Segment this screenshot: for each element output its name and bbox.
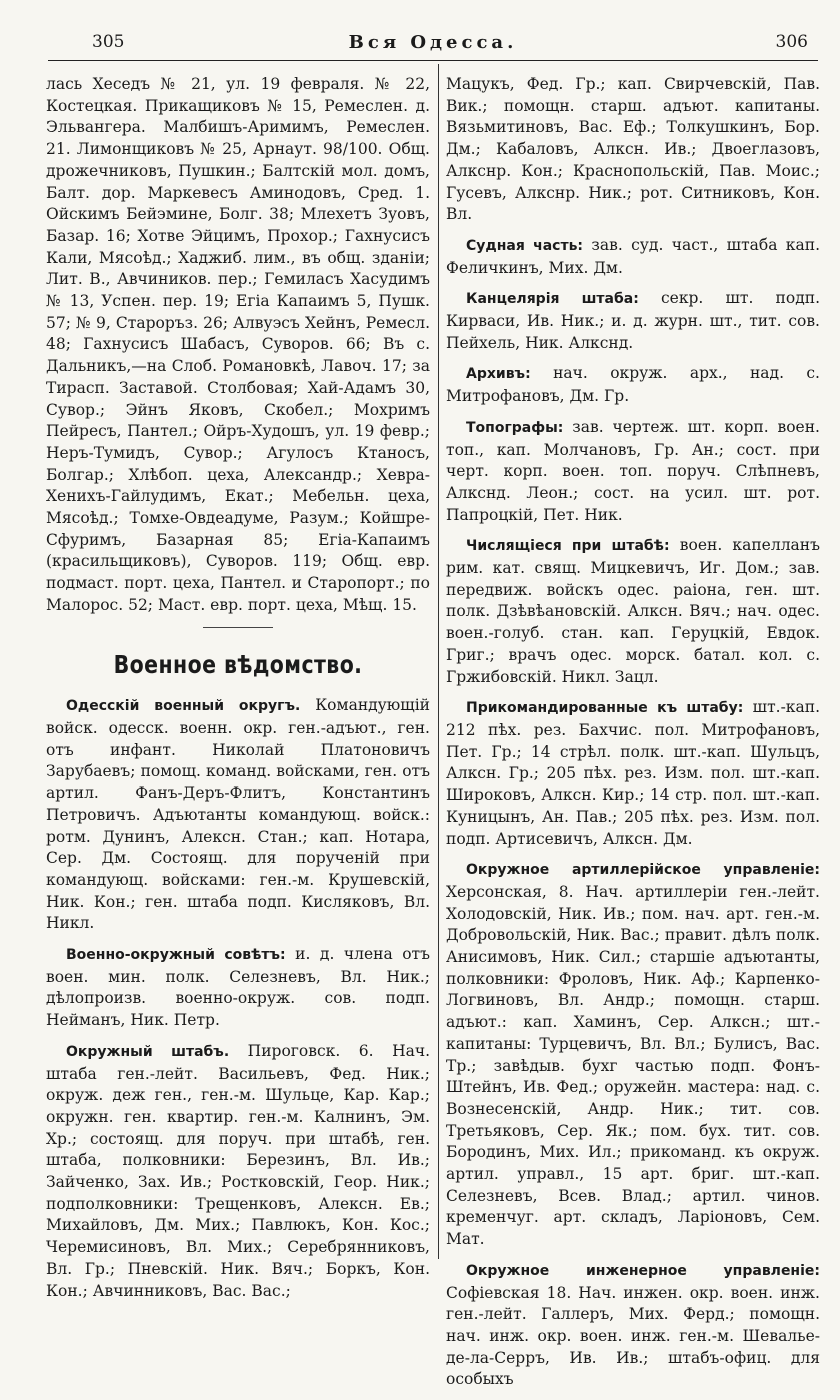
heading-topo: Топографы: <box>466 419 564 436</box>
right-column <box>446 74 820 1400</box>
heading-shtab: Окружный штабъ. <box>66 1043 230 1060</box>
text-inzh: Софіевская 18. Нач. инжен. окр. воен. инж. ген.-лейт. Галлеръ, Мих. Ферд.; помощн. нач. инж. окр. воен. инж. ген.-м. Шевалье-де-ла-Серръ, Ив. Ив.; штабъ-офиц. для особыхъ <box>446 1283 820 1389</box>
text-artil: Херсонская, 8. Нач. артиллеріи ген.-лейт. Холодовскій, Ник. Ив.; пом. нач. арт. ген.-м. Добровольскій, Ник. Вас.; правит. дѣлъ полк. Анисимовъ, Ник. Сил.; старшіе адъютанты, полковники: Фроловъ, Ник. Аф.; Карпенко-Логвиновъ, Вл. Андр.; помощн. старш. адъют.: кап. Хаминъ, Сер. Алксн.; шт.-капитаны: Турцевичъ, Вл. Вл.; Булисъ, Вас. Тр.; завѣдыв. бухг частью подп. Фонъ-Штейнъ, Ив. Фед.; оружейн. мастера: над. с. Вознесенскій, Андр. Ник.; тит. сов. Третьяковъ, Сер. Як.; пом. бух. тит. сов. Бородинъ, Мих. Ил.; прикоманд. къ окруж. артил. управл., 15 арт. бриг. шт.-кап. Селезневъ, Всев. Влад.; артил. чинов. кременчуг. арт. складъ, Ларіоновъ, Сем. Мат. <box>446 882 820 1249</box>
text-arhiv: нач. окруж. арх., над. с. Митрофановъ, Дм. Гр. <box>446 364 820 406</box>
paragraph-continued: лась Хеседъ № 21, ул. 19 февраля. № 22, Костецкая. Прикащиковъ № 15, Ремеслен. д. Эльвангера. Малбишъ-Аримимъ, Ремеслен. 21. Лимонщиковъ № 25, Арнаут. 98/100. Общ. дрожечниковъ, Пушкин.; Балтскій мол. домъ, Балт. дор. Маркевесъ Аминодовъ, Сред. 1. Ойскимъ Бейэмине, Болг. 38; Млехетъ Зуовъ, Базар. 16; Хотве Эйцимъ, Прохор.; Гахнусисъ Кали, Мясоѣд.; Хаджиб. лим., въ общ. зданіи; Лит. В., Авчиников. пер.; Гемиласъ Хасудимъ № 13, Успен. пер. 19; Егіа Капаимъ 5, Пушк. 57; № 9, Староръз. 26; Алвуэсъ Хейнъ, Ремесл. 48; Гахнусисъ Шабасъ, Суворов. 66; Въ с. Дальникъ,—на Слоб. Романовкѣ, Лавоч. 17; за Тирасп. Заставой. Столбовая; Хай-Адамъ 30, Сувор.; Эйнъ Яковъ, Скобел.; Мохримъ Пейресъ, Пантел.; Ойръ-Худошъ, ул. 19 февр.; Неръ-Тумидъ, Сувор.; Агулосъ Ктаносъ, Болгар.; Хлѣбоп. цеха, Александр.; Хевра-Хенихъ-Гайлудимъ, Екат.; Мебельн. цеха, Мясоѣд.; Томхе-Овдеадуме, Разум.; Койшре-Сфуримъ, Базарная 85; Егіа-Капаимъ (красильщиковъ), Суворов. 119; Общ. евр. подмаст. порт. цеха, Пантел. и Старопорт.; по Малорос. 52; Маст. евр. порт. цеха, Мѣщ. 15. <box>46 75 430 614</box>
paragraph-artil <box>446 859 820 1251</box>
heading-kanc: Канцелярія штаба: <box>466 291 639 308</box>
page-number-left: 305 <box>92 32 125 52</box>
text-sud: зав. суд. част., штаба кап. Феличкинъ, Мих. Дм. <box>446 235 820 277</box>
paragraph-continued-right: Мацукъ, Фед. Гр.; кап. Свирчевскій, Пав. Вик.; помощн. старш. адъют. капитаны. Вязьмитиновъ, Вас. Еф.; Толкушкинъ, Бор. Дм.; Кабаловъ, Алксн. Ив.; Двоеглазовъ, Алкснр. Кон.; Краснопольскій, Пав. Моис.; Гусевъ, Алкснр. Ник.; рот. Ситниковъ, Кон. Вл. <box>446 75 820 224</box>
text-prikom: шт.-кап. 212 пѣх. рез. Бахчис. пол. Митрофановъ, Пет. Гр.; 14 стрѣл. полк. шт.-кап. Шульцъ, Алксн. Гр.; 205 пѣх. рез. Изм. пол. шт.-кап. Широковъ, Алксн. Кир.; 14 стр. пол. шт.-кап. Куницынъ, Ан. Пав.; 205 пѣх. рез. Изм. пол. подп. Артисевичъ, Алксн. Дм. <box>446 698 820 848</box>
page-header <box>48 30 818 64</box>
heading-okrug: Одесскій военный округъ. <box>66 698 301 715</box>
text-kanc: секр. шт. подп. Кирваси, Ив. Ник.; и. д. журн. шт., тит. сов. Пейхель, Ник. Алкснд. <box>446 289 820 352</box>
paragraph-arhiv <box>446 363 820 407</box>
page-title: Вся Одесса. <box>348 32 518 53</box>
heading-artil: Окружное артиллерійское управленіе: <box>466 862 820 879</box>
heading-sud: Судная часть: <box>466 237 584 254</box>
paragraph-okrug <box>46 695 430 935</box>
paragraph-inzh <box>446 1260 820 1391</box>
text-sovet: и. д. члена отъ воен. мин. полк. Селезневъ, Вл. Ник.; дѣлопроизв. военно-окруж. сов. подп. Нейманъ, Ник. Петр. <box>46 945 430 1030</box>
header-rule <box>48 60 818 61</box>
heading-prikom: Прикомандированные къ штабу: <box>466 700 744 717</box>
heading-sovet: Военно-окружный совѣтъ: <box>66 947 286 964</box>
paragraph-chisl <box>446 535 820 688</box>
column-divider <box>438 64 439 1259</box>
page-number-right: 306 <box>775 32 808 52</box>
paragraph-topo <box>446 417 820 527</box>
paragraph-kanc <box>446 288 820 354</box>
paragraph-sovet <box>46 944 430 1032</box>
heading-arhiv: Архивъ: <box>466 366 531 383</box>
text-shtab: Пироговск. 6. Нач. штаба ген.-лейт. Васильевъ, Фед. Ник.; окруж. деж ген., ген.-м. Шульце, Кар. Кар.; окружн. ген. квартир. ген.-м. Калнинъ, Эм. Хр.; состоящ. для поруч. при штабѣ, ген. штаба, полковники: Березинъ, Вл. Ив.; Зайченко, Зах. Ив.; Ростковскій, Геор. Ник.; подполковники: Трещенковъ, Алексн. Ев.; Михайловъ, Дм. Мих.; Павлюкъ, Кон. Кос.; Черемисиновъ, Вл. Мих.; Серебрянниковъ, Вл. Гр.; Пневскій. Ник. Вяч.; Боркъ, Кон. Кон.; Авчинниковъ, Вас. Вас.; <box>46 1041 431 1300</box>
separator-rule <box>203 627 273 628</box>
paragraph-sud <box>446 235 820 279</box>
paragraph-prikom <box>446 697 820 850</box>
heading-inzh: Окружное инженерное управленіе: <box>466 1262 820 1279</box>
text-chisl: воен. капелланъ рим. кат. свящ. Мицкевичъ, Иг. Дом.; зав. передвиж. войскъ одес. раіона, ген. шт. полк. Дзѣвѣановскій. Алксн. Вяч.; нач. одес. воен.-голуб. стан. кап. Геруцкій, Евдок. Григ.; врачъ одес. морск. батал. кол. с. Гржибовскій. Никл. Зацл. <box>446 536 820 686</box>
paragraph-shtab <box>46 1041 430 1302</box>
text-topo: зав. чертеж. шт. корп. воен. топ., кап. Молчановъ, Гр. Ан.; сост. при черт. корп. воен. топ. поруч. Слѣпневъ, Алкснд. Леон.; сост. на усил. шт. рот. Папроцкій, Пет. Ник. <box>446 417 820 524</box>
section-title: Военное вѣдомство. <box>113 649 363 679</box>
left-column <box>46 74 430 1311</box>
text-okrug: Командующій войск. одесск. военн. окр. ген.-адъют., ген. отъ инфант. Николай Платоновичъ Зарубаевъ; помощ. команд. войсками, ген. отъ артил. Фанъ-Деръ-Флитъ, Константинъ Петровичъ. Адъютанты командующ. войск.: ротм. Дунинъ, Алексн. Стан.; кап. Нотара, Сер. Дм. Состоящ. для порученій при командующ. войсками: ген.-м. Крушевскій, Ник. Кон.; ген. штаба подп. Кисляковъ, Вл. Никл. <box>46 696 430 933</box>
heading-chisl: Числящіеся при штабѣ: <box>466 538 670 555</box>
